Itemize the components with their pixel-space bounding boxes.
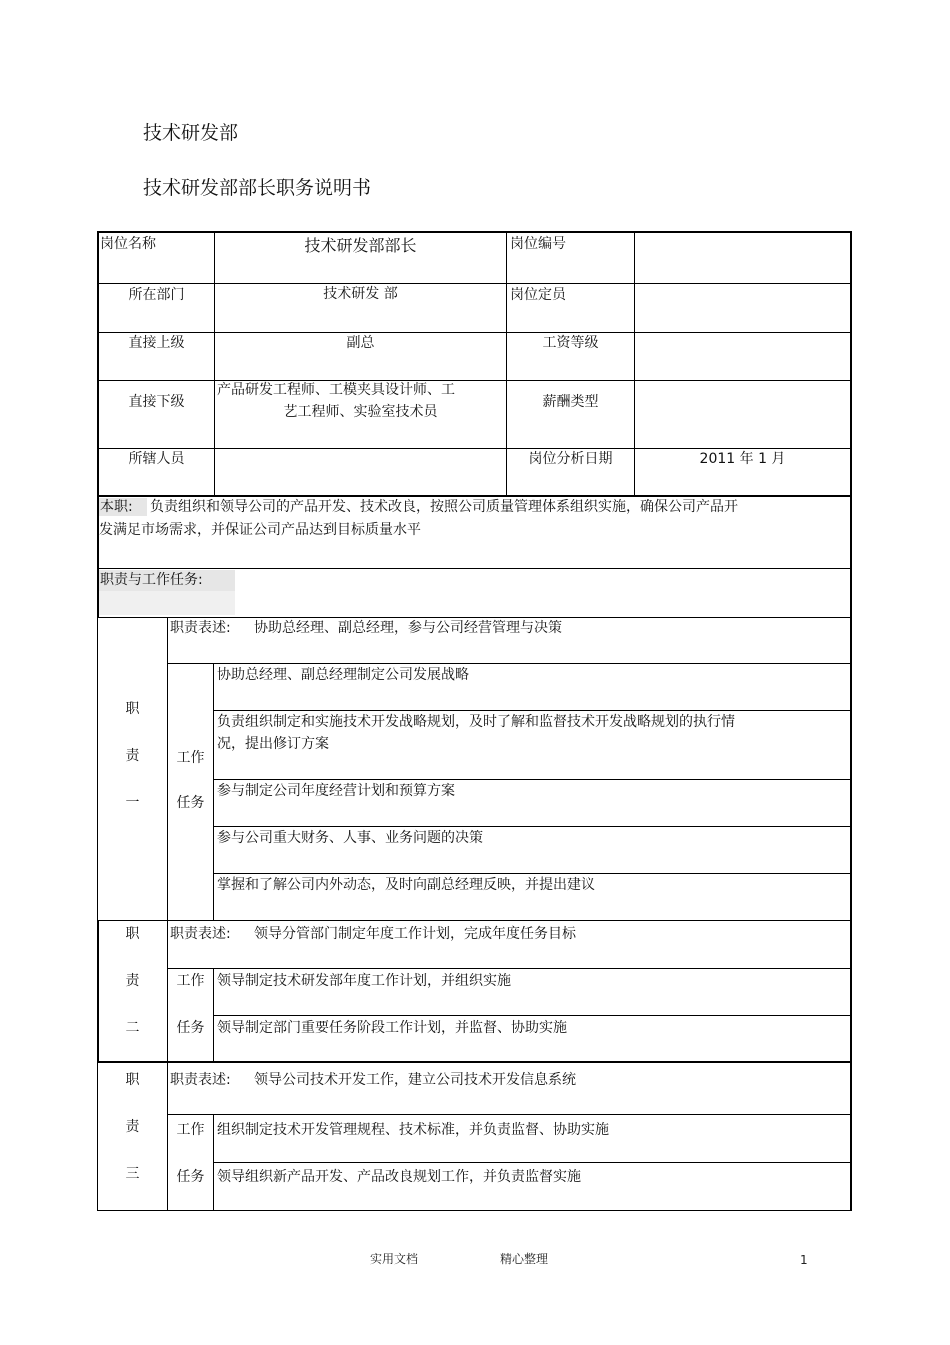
- block-border-bottom: [97, 1061, 852, 1063]
- page-number: 1: [800, 1253, 808, 1267]
- duty-3-task: 领导组织新产品开发、产品改良规划工作，并负责监督实施: [217, 1169, 581, 1185]
- footer-left-text: 实用文档: [370, 1252, 419, 1266]
- row-divider: [97, 920, 852, 921]
- salary-grade-label: 工资等级: [542, 335, 599, 351]
- duty-1-task-continued: 况，提出修订方案: [217, 736, 329, 752]
- col-divider: [167, 920, 168, 1063]
- duty-3-work-label: 工作: [176, 1122, 205, 1138]
- duty-2-char: 职: [125, 926, 140, 942]
- duty-1-desc: 协助总经理、副总经理，参与公司经营管理与决策: [254, 620, 562, 636]
- duty-1-desc-label: 职责表述:: [170, 620, 231, 636]
- col-divider: [214, 231, 215, 497]
- duty-2-work-label: 工作: [176, 973, 205, 989]
- duty-1-task: 参与制定公司年度经营计划和预算方案: [217, 783, 455, 799]
- pay-type-label: 薪酬类型: [542, 394, 599, 410]
- duty-1-task-label: 任务: [176, 795, 205, 811]
- headcount-label: 岗位定员: [510, 287, 566, 303]
- row-divider: [167, 663, 852, 664]
- duty-1-work-label: 工作: [176, 750, 205, 766]
- row-divider: [213, 1162, 852, 1163]
- duty-3-task: 组织制定技术开发管理规程、技术标准，并负责监督、协助实施: [217, 1122, 609, 1138]
- row-divider: [167, 968, 852, 969]
- box-border-right: [850, 568, 852, 617]
- dept-value: 技术研发 部: [323, 286, 398, 302]
- subordinate-label: 直接下级: [128, 394, 185, 410]
- duty-1-char: 责: [125, 748, 140, 764]
- post-name-label: 岗位名称: [100, 236, 156, 252]
- staff-label: 所辖人员: [128, 451, 185, 467]
- table-border-right: [850, 231, 852, 497]
- subordinate-value-line2: 艺工程师、实验室技术员: [283, 404, 438, 420]
- box-border-right: [850, 497, 852, 569]
- duty-summary-label: 本职:: [100, 499, 133, 515]
- row-divider: [97, 332, 852, 333]
- duty-1-task: 负责组织制定和实施技术开发战略规划，及时了解和监督技术开发战略规划的执行情: [217, 714, 735, 730]
- label-highlight-lower: [99, 591, 235, 615]
- duty-2-task: 领导制定部门重要任务阶段工作计划，并监督、协助实施: [217, 1020, 567, 1036]
- block-border-top: [97, 617, 852, 618]
- duty-3-char: 职: [125, 1072, 140, 1088]
- tasks-header-label: 职责与工作任务:: [100, 572, 203, 588]
- duty-1-char: 职: [125, 701, 140, 717]
- block-border-left: [97, 617, 98, 921]
- block-border-right: [850, 1063, 852, 1211]
- block-border-bottom: [97, 1210, 852, 1211]
- duty-2-desc: 领导分管部门制定年度工作计划，完成年度任务目标: [254, 926, 576, 942]
- post-code-label: 岗位编号: [510, 236, 566, 252]
- row-divider: [97, 380, 852, 381]
- duty-3-desc-label: 职责表述:: [170, 1072, 231, 1088]
- analysis-date-label: 岗位分析日期: [528, 451, 613, 467]
- duty-1-task: 参与公司重大财务、人事、业务问题的决策: [217, 830, 483, 846]
- post-name-value: 技术研发部部长: [304, 236, 417, 255]
- row-divider: [213, 826, 852, 827]
- duty-3-task-label: 任务: [176, 1169, 205, 1185]
- subordinate-value-line1: 产品研发工程师、工模夹具设计师、工: [217, 382, 455, 398]
- row-divider: [97, 495, 852, 497]
- box-border-bottom: [97, 568, 852, 569]
- row-divider: [213, 1015, 852, 1016]
- duty-3-desc: 领导公司技术开发工作，建立公司技术开发信息系统: [254, 1072, 576, 1088]
- duty-1-char: 一: [125, 795, 140, 811]
- row-divider: [167, 1114, 852, 1115]
- duty-2-task: 领导制定技术研发部年度工作计划，并组织实施: [217, 973, 511, 989]
- duty-2-char: 二: [125, 1020, 140, 1036]
- document-title: 技术研发部部长职务说明书: [143, 177, 372, 199]
- table-border-top: [97, 231, 852, 233]
- duty-2-char: 责: [125, 973, 140, 989]
- analysis-date-value: 2011 年 1 月: [699, 451, 786, 467]
- duty-summary-line1: 负责组织和领导公司的产品开发、技术改良，按照公司质量管理体系组织实施，确保公司产品开: [150, 499, 738, 515]
- row-divider: [97, 283, 852, 284]
- row-divider: [213, 873, 852, 874]
- duty-1-task: 协助总经理、副总经理制定公司发展战略: [217, 667, 469, 683]
- dept-label: 所在部门: [128, 287, 185, 303]
- duty-3-char: 三: [125, 1166, 140, 1182]
- duty-summary-line2: 发满足市场需求，并保证公司产品达到目标质量水平: [99, 522, 421, 538]
- row-divider: [213, 710, 852, 711]
- col-divider: [213, 663, 214, 921]
- duty-1-task: 掌握和了解公司内外动态，及时向副总经理反映，并提出建议: [217, 877, 595, 893]
- superior-label: 直接上级: [128, 335, 185, 351]
- duty-2-task-label: 任务: [176, 1020, 205, 1036]
- footer-center-text: 精心整理: [500, 1252, 549, 1266]
- block-border-right: [850, 920, 852, 1063]
- superior-value: 副总: [346, 335, 375, 351]
- duty-3-char: 责: [125, 1119, 140, 1135]
- duty-2-desc-label: 职责表述:: [170, 926, 231, 942]
- row-divider: [97, 448, 852, 449]
- department-heading: 技术研发部: [143, 122, 239, 144]
- row-divider: [213, 779, 852, 780]
